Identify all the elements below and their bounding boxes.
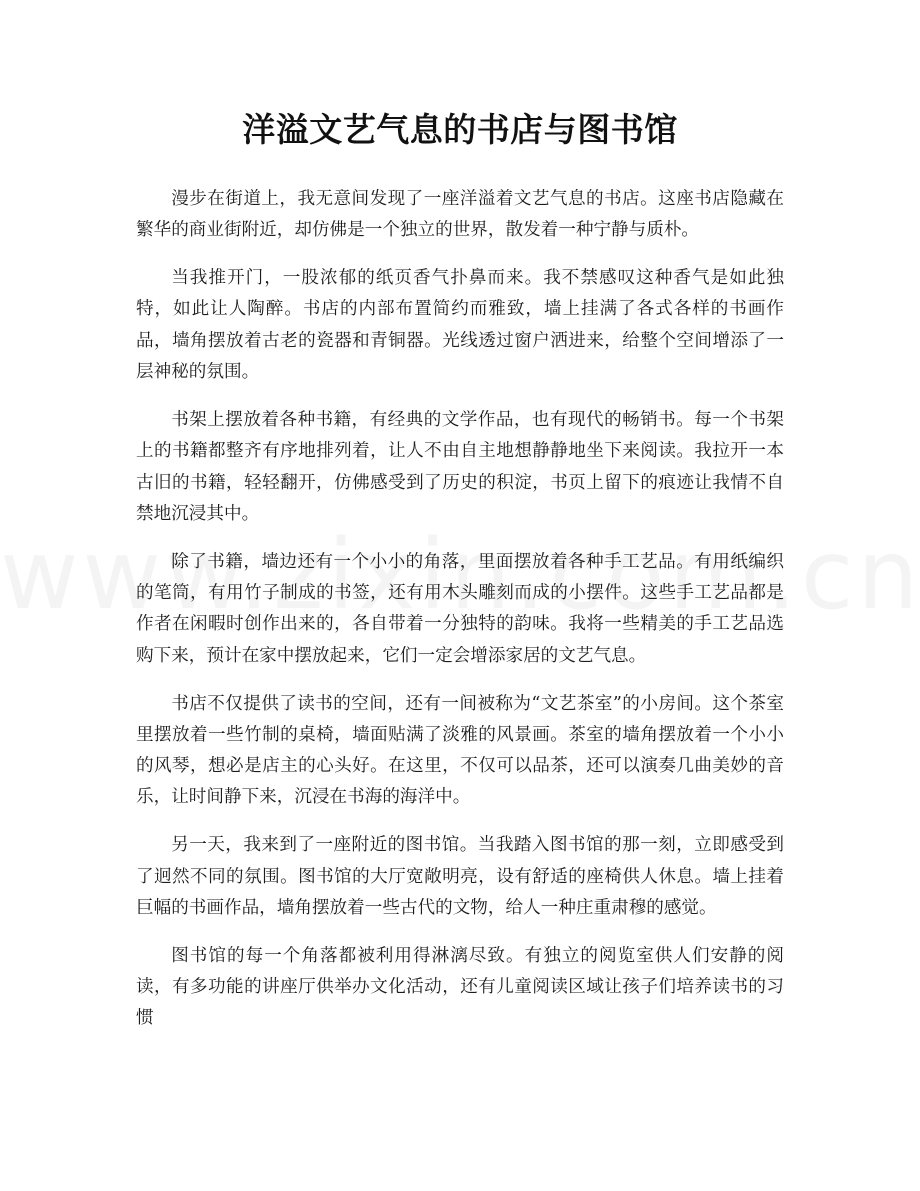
document-body [136,184,784,1051]
paragraph-3: 书架上摆放着各种书籍，有经典的文学作品，也有现代的畅销书。每一个书架上的书籍都整齐有序地排列着，让人不由自主地想静静地坐下来阅读。我拉开一本古旧的书籍，轻轻翻开，仿佛感受到了历史的积淀，书页上留下的痕迹让我情不自禁地沉浸其中。 [136,409,784,524]
paragraph-6: 另一天，我来到了一座附近的图书馆。当我踏入图书馆的那一刻，立即感受到了迥然不同的氛围。图书馆的大厅宽敞明亮，设有舒适的座椅供人休息。墙上挂着巨幅的书画作品，墙角摆放着一些古代的文物，给人一种庄重肃穆的感觉。 [136,835,784,918]
paragraph-5: 书店不仅提供了读书的空间，还有一间被称为“文艺茶室”的小房间。这个茶室里摆放着一些竹制的桌椅，墙面贴满了淡雅的风景画。茶室的墙角摆放着一个小小的风琴，想必是店主的心头好。在这里，不仅可以品茶，还可以演奏几曲美妙的音乐，让时间静下来，沉浸在书海的海洋中。 [136,693,784,808]
paragraph-4: 除了书籍，墙边还有一个小小的角落，里面摆放着各种手工艺品。有用纸编织的笔筒，有用竹子制成的书签，还有用木头雕刻而成的小摆件。这些手工艺品都是作者在闲暇时创作出来的，各自带着一分独特的韵味。我将一些精美的手工艺品选购下来，预计在家中摆放起来，它们一定会增添家居的文艺气息。 [136,551,784,666]
paragraph-2: 当我推开门，一股浓郁的纸页香气扑鼻而来。我不禁感叹这种香气是如此独特，如此让人陶醉。书店的内部布置简约而雅致，墙上挂满了各式各样的书画作品，墙角摆放着古老的瓷器和青铜器。光线透过窗户洒进来，给整个空间增添了一层神秘的氛围。 [136,268,784,383]
paragraph-1: 漫步在街道上，我无意间发现了一座洋溢着文艺气息的书店。这座书店隐藏在繁华的商业街附近，却仿佛是一个独立的世界，散发着一种宁静与质朴。 [136,189,784,241]
document-title: 洋溢文艺气息的书店与图书馆 [242,110,678,149]
paragraph-7: 图书馆的每一个角落都被利用得淋漓尽致。有独立的阅览室供人们安静的阅读，有多功能的讲座厅供举办文化活动，还有儿童阅读区域让孩子们培养读书的习惯 [136,945,784,1029]
